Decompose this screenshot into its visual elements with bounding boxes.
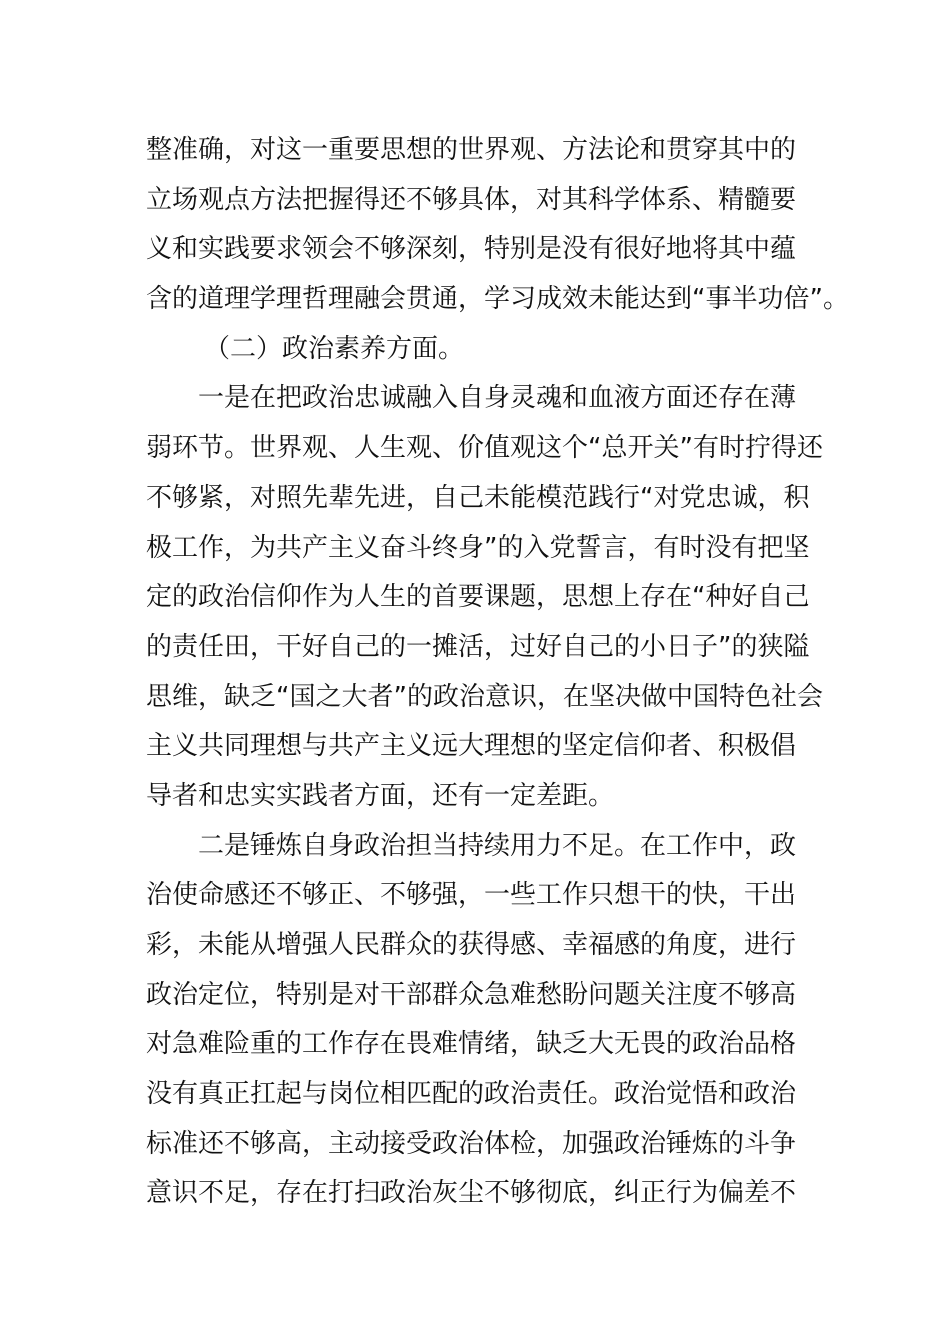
paragraph-1-line: 义和实践要求领会不够深刻，特别是没有很好地将其中蕴 <box>146 234 797 265</box>
paragraph-2-line: 导者和忠实实践者方面，还有一定差距。 <box>146 780 615 811</box>
paragraph-1-line: 含的道理学理哲理融会贯通，学习成效未能达到“事半功倍”。 <box>146 284 849 315</box>
paragraph-3-line: 二是锤炼自身政治担当持续用力不足。在工作中，政 <box>198 830 797 861</box>
paragraph-2-line: 定的政治信仰作为人生的首要课题，思想上存在“种好自己 <box>146 582 810 613</box>
paragraph-3-line: 标准还不够高，主动接受政治体检，加强政治锤炼的斗争 <box>146 1128 797 1159</box>
paragraph-2-line: 主义共同理想与共产主义远大理想的坚定信仰者、积极倡 <box>146 731 797 762</box>
paragraph-3-line: 彩，未能从增强人民群众的获得感、幸福感的角度，进行 <box>146 930 797 960</box>
paragraph-2-line: 一是在把政治忠诚融入自身灵魂和血液方面还存在薄 <box>198 383 797 414</box>
paragraph-1-line: 整准确，对这一重要思想的世界观、方法论和贯穿其中的 <box>146 135 797 165</box>
document-body <box>146 126 849 1219</box>
paragraph-3-line: 政治定位，特别是对干部群众急难愁盼问题关注度不够高 <box>146 979 797 1010</box>
paragraph-1-line: 立场观点方法把握得还不够具体，对其科学体系、精髓要 <box>146 184 797 215</box>
section-heading: （二）政治素养方面。 <box>204 333 465 364</box>
paragraph-3-line: 对急难险重的工作存在畏难情绪，缺乏大无畏的政治品格 <box>146 1029 797 1060</box>
paragraph-3-line: 意识不足，存在打扫政治灰尘不够彻底，纠正行为偏差不 <box>146 1178 797 1209</box>
paragraph-3-line: 治使命感还不够正、不够强，一些工作只想干的快，干出 <box>146 880 797 911</box>
paragraph-2-line: 思维，缺乏“国之大者”的政治意识，在坚决做中国特色社会 <box>146 681 823 712</box>
paragraph-2-line: 极工作，为共产主义奋斗终身”的入党誓言，有时没有把坚 <box>146 532 810 563</box>
paragraph-2-line: 不够紧，对照先辈先进，自己未能模范践行“对党忠诚，积 <box>146 482 810 513</box>
paragraph-3-line: 没有真正扛起与岗位相匹配的政治责任。政治觉悟和政治 <box>146 1079 797 1110</box>
paragraph-2-line: 的责任田，干好自己的一摊活，过好自己的小日子”的狭隘 <box>146 631 810 662</box>
paragraph-2-line: 弱环节。世界观、人生观、价值观这个“总开关”有时拧得还 <box>146 433 823 464</box>
